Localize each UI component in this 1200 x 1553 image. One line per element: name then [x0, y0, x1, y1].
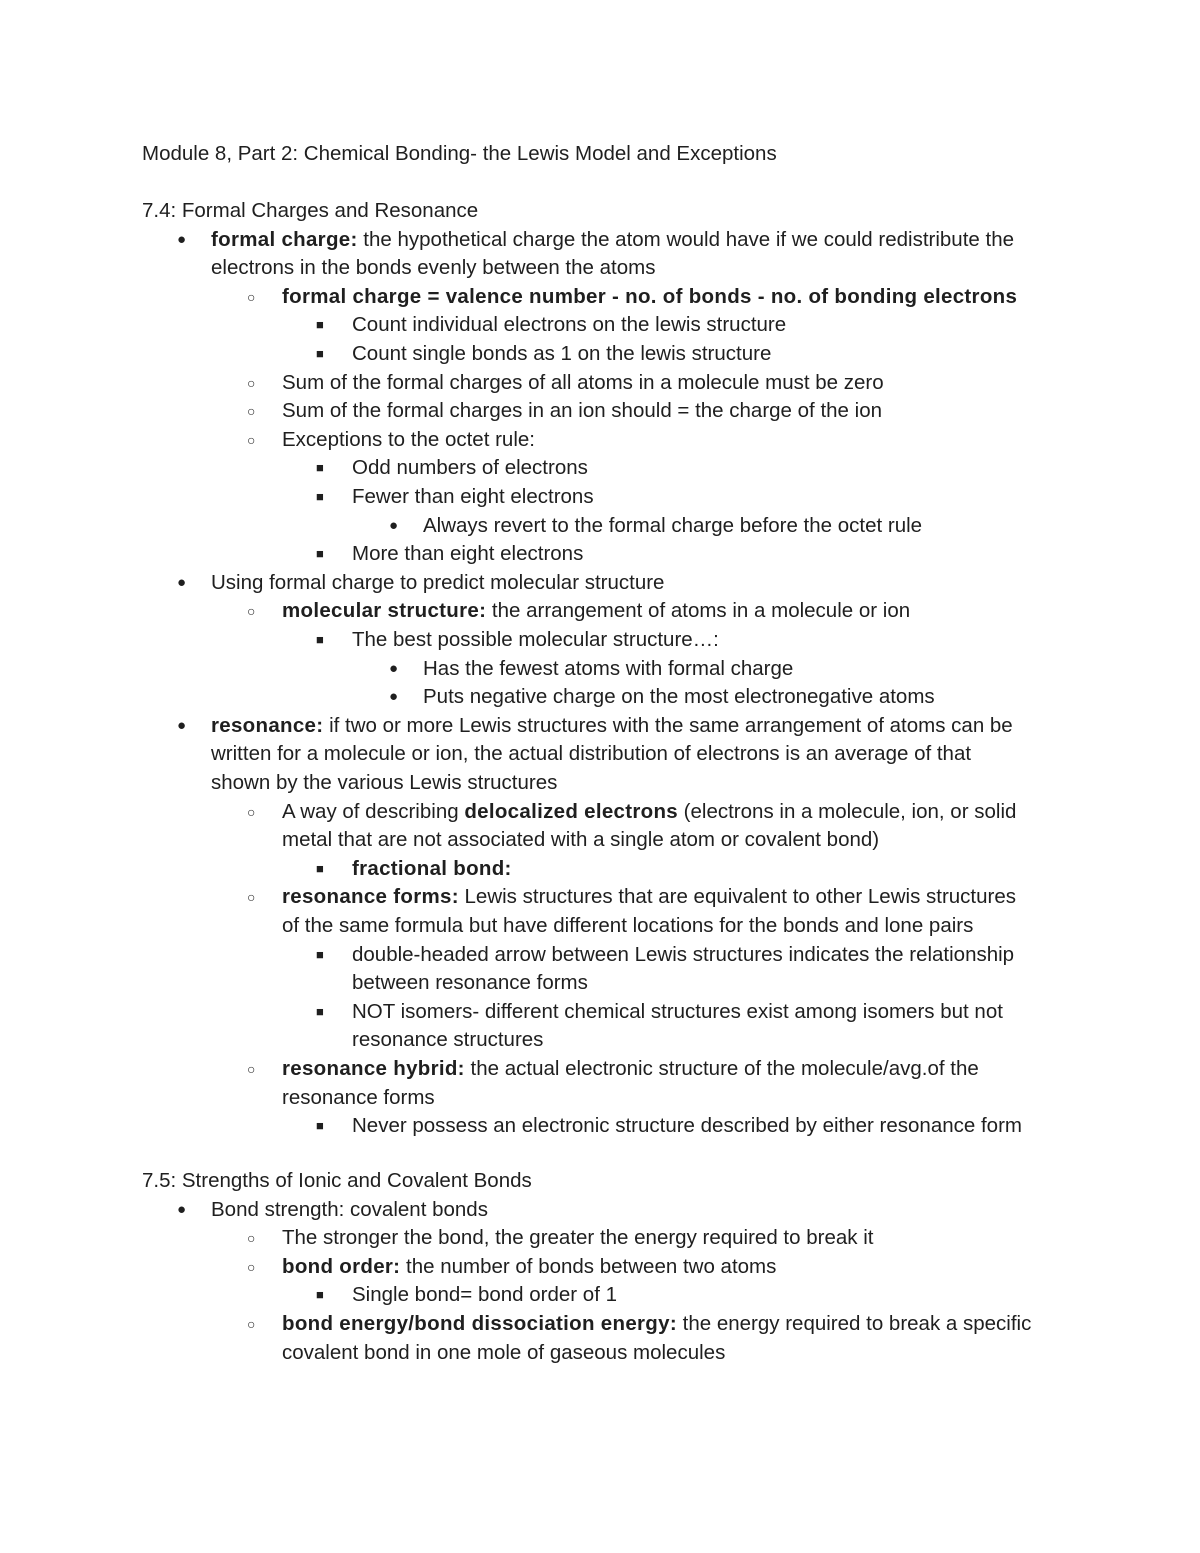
text-run: Odd numbers of electrons — [352, 456, 588, 480]
text-run: The best possible molecular structure…: — [352, 628, 719, 651]
list-item — [352, 941, 1014, 969]
bold-term: fractional bond: — [352, 856, 512, 880]
circle-bullet-icon: ○ — [247, 1258, 256, 1275]
square-bullet-icon: ■ — [316, 946, 324, 962]
text-run: resonance structures — [352, 1028, 544, 1052]
list-item — [352, 311, 786, 339]
square-bullet-icon: ■ — [316, 489, 324, 504]
circle-bullet-icon: ○ — [247, 431, 256, 448]
list-item — [282, 798, 1016, 826]
list-item-continuation — [211, 254, 655, 282]
section-heading: 7.4: Formal Charges and Resonance — [142, 199, 479, 222]
list-item — [282, 426, 535, 454]
circle-bullet-icon: ○ — [247, 1316, 256, 1332]
text-run: Count individual electrons on the lewis structure — [352, 313, 787, 337]
list-item-continuation — [282, 1084, 435, 1112]
disc-bullet-icon: ● — [177, 573, 187, 591]
text-run: Has the fewest atoms with formal charge — [423, 656, 794, 680]
text-run: the number of bonds between two atoms — [400, 1254, 777, 1278]
circle-bullet-icon: ○ — [247, 803, 256, 820]
disc-bullet-icon: ● — [177, 716, 187, 734]
circle-bullet-icon: ○ — [247, 1061, 256, 1077]
list-item — [423, 655, 793, 683]
list-item — [423, 512, 922, 540]
text-run: the hypothetical charge the atom would have if we could redistribute the — [357, 227, 1014, 251]
list-item — [282, 1310, 1031, 1338]
list-item — [282, 283, 1017, 311]
circle-bullet-icon: ○ — [247, 603, 256, 620]
list-item — [352, 1281, 617, 1309]
square-bullet-icon: ■ — [316, 1003, 324, 1019]
list-item — [352, 540, 583, 568]
circle-bullet-icon: ○ — [247, 374, 256, 391]
bold-term: resonance hybrid: — [282, 1057, 465, 1080]
disc-bullet-icon: ● — [177, 1200, 187, 1218]
square-bullet-icon: ■ — [316, 346, 324, 361]
bold-term: molecular structure: — [282, 599, 487, 623]
circle-bullet-icon: ○ — [247, 288, 256, 305]
list-item-continuation — [282, 1339, 725, 1367]
list-item — [352, 454, 588, 482]
list-item — [352, 483, 594, 511]
list-item — [282, 369, 884, 397]
disc-bullet-icon: ● — [177, 230, 187, 248]
list-item — [282, 1224, 873, 1252]
section-heading: 7.5: Strengths of Ionic and Covalent Bonds — [142, 1169, 532, 1192]
list-item-continuation — [282, 826, 879, 854]
circle-bullet-icon: ○ — [247, 403, 256, 420]
text-run: Count single bonds as 1 on the lewis structure — [352, 342, 772, 365]
disc-bullet-icon: ● — [389, 659, 399, 677]
text-run: metal that are not associated with a single atom or covalent bond) — [282, 828, 880, 852]
square-bullet-icon: ■ — [316, 546, 324, 562]
text-run: the energy required to break a specific — [676, 1312, 1032, 1335]
square-bullet-icon: ■ — [316, 860, 324, 876]
text-run: Sum of the formal charges of all atoms in a molecule must be zero — [282, 370, 884, 394]
text-run: Puts negative charge on the most electronegative atoms — [423, 685, 935, 709]
circle-bullet-icon: ○ — [247, 1230, 256, 1247]
text-run: Always revert to the formal charge before the octet rule — [423, 513, 923, 537]
text-run: of the same formula but have different locations for the bonds and lone pairs — [282, 914, 974, 937]
list-item — [352, 626, 719, 654]
bold-term: bond order: — [282, 1254, 401, 1278]
bold-term: resonance: — [211, 713, 324, 737]
text-run: More than eight electrons — [352, 542, 584, 566]
text-run: Sum of the formal charges in an ion should = the charge of the ion — [282, 399, 882, 423]
list-item-continuation — [352, 1026, 543, 1054]
square-bullet-icon: ■ — [316, 632, 324, 647]
text-run: Never possess an electronic structure described by either resonance form — [352, 1114, 1022, 1138]
list-item-continuation — [282, 912, 973, 940]
square-bullet-icon: ■ — [316, 460, 324, 476]
list-item — [352, 998, 1003, 1026]
text-run: A way of describing — [282, 799, 465, 823]
circle-bullet-icon: ○ — [247, 889, 256, 906]
text-run: (electrons in a molecule, ion, or solid — [677, 799, 1017, 823]
list-item — [211, 569, 664, 597]
text-run: NOT isomers- different chemical structures exist among isomers but not — [352, 999, 1003, 1023]
list-item — [352, 1112, 1022, 1140]
list-item — [211, 1196, 488, 1224]
list-item — [352, 855, 512, 883]
text-run: resonance forms — [282, 1085, 435, 1109]
list-item-continuation — [211, 769, 557, 797]
list-item — [282, 1055, 979, 1083]
list-item — [282, 883, 1016, 911]
disc-bullet-icon: ● — [389, 516, 399, 534]
text-run: between resonance forms — [352, 971, 588, 995]
bold-term: bond energy/bond dissociation energy: — [282, 1312, 677, 1335]
text-run: the actual electronic structure of the molecule/avg.of the — [464, 1057, 979, 1080]
text-run: covalent bond in one mole of gaseous molecules — [282, 1340, 726, 1364]
list-item-continuation — [211, 740, 971, 768]
bold-term: delocalized electrons — [464, 799, 678, 823]
text-run: if two or more Lewis structures with the same arrangement of atoms can be — [323, 713, 1013, 737]
text-run: shown by the various Lewis structures — [211, 771, 558, 794]
square-bullet-icon: ■ — [316, 1287, 324, 1303]
text-run: Bond strength: covalent bonds — [211, 1197, 488, 1221]
list-item — [211, 226, 1014, 254]
square-bullet-icon: ■ — [316, 317, 324, 333]
list-item — [423, 683, 935, 711]
text-run: electrons in the bonds evenly between the atoms — [211, 256, 656, 280]
text-run: Fewer than eight electrons — [352, 485, 594, 508]
disc-bullet-icon: ● — [389, 688, 399, 706]
text-run: Lewis structures that are equivalent to other Lewis structures — [458, 885, 1017, 909]
list-item — [282, 1253, 776, 1281]
list-item — [282, 597, 910, 625]
list-item — [211, 712, 1013, 740]
list-item — [282, 397, 882, 425]
list-item-continuation — [352, 969, 588, 997]
bold-term: formal charge = valence number - no. of bonds - no. of bonding electrons — [282, 284, 1018, 308]
text-run: Using formal charge to predict molecular structure — [211, 570, 665, 594]
list-item — [352, 340, 771, 368]
text-run: The stronger the bond, the greater the energy required to break it — [282, 1226, 874, 1250]
text-run: Exceptions to the octet rule: — [282, 427, 535, 451]
text-run: the arrangement of atoms in a molecule or ion — [486, 599, 911, 623]
document-title: Module 8, Part 2: Chemical Bonding- the Lewis Model and Exceptions — [142, 142, 777, 165]
bold-term: resonance forms: — [282, 885, 459, 909]
square-bullet-icon: ■ — [316, 1118, 324, 1134]
bold-term: formal charge: — [211, 227, 358, 251]
text-run: written for a molecule or ion, the actual distribution of electrons is an average of that — [211, 742, 972, 766]
text-run: Single bond= bond order of 1 — [352, 1283, 617, 1307]
text-run: double-headed arrow between Lewis structures indicates the relationship — [352, 942, 1015, 966]
